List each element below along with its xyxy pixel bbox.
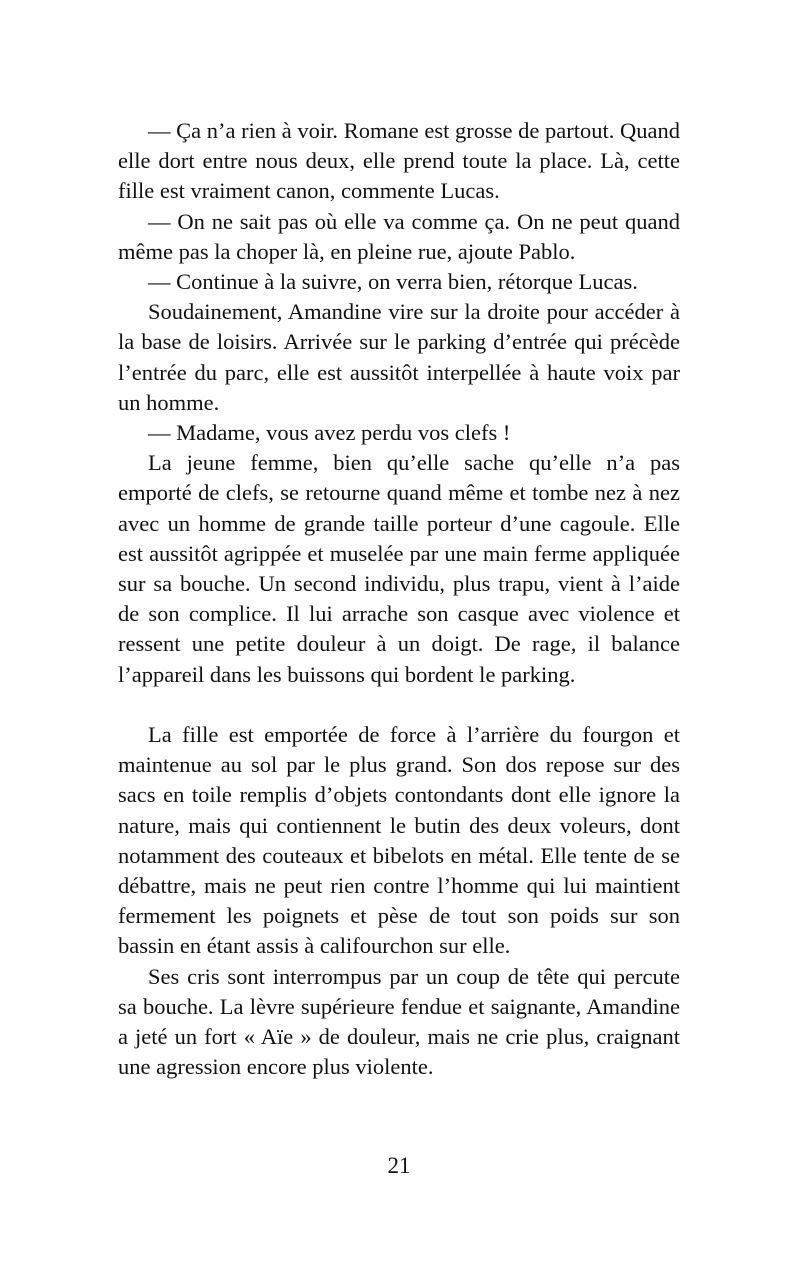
paragraph-dialogue-lucas: — Ça n’a rien à voir. Romane est grosse de partout. Quand elle dort entre nous deux, elle prend toute la place. Là, cette fille est vraiment canon, commente Lucas.	[118, 118, 680, 204]
page-number: 21	[387, 1153, 411, 1178]
paragraph-narration-parking: Soudainement, Amandine vire sur la droite pour accéder à la base de loisirs. Arrivée sur le parking d’entrée qui précède l’entrée du parc, elle est aussitôt interpellée à haute voix par un homme.	[118, 299, 680, 415]
paragraph-dialogue-lucas-reply: — Continue à la suivre, on verra bien, rétorque Lucas.	[148, 269, 638, 295]
paragraph-dialogue-pablo: — On ne sait pas où elle va comme ça. On ne peut quand même pas la choper là, en pleine rue, ajoute Pablo.	[118, 208, 680, 264]
paragraph-narration-cris: Ses cris sont interrompus par un coup de tête qui percute sa bouche. La lèvre supérieure fendue et saignante, Amandine a jeté un fort « Aïe » de douleur, mais ne crie plus, craignant une agression encore plus violente.	[118, 963, 680, 1080]
paragraph-narration-fourgon: La fille est emportée de force à l’arrière du fourgon et maintenue au sol par le plus grand. Son dos repose sur des sacs en toile remplis d’objets contondants dont elle ignore la nature, mais qui contiennent le butin des deux voleurs, dont notamment des couteaux et bibelots en métal. Elle tente de se débattre, mais ne peut rien contre l’homme qui lui maintient fermement les poignets et pèse de tout son poids sur son bassin en étant assis à califourchon sur elle.	[118, 722, 680, 959]
paragraph-narration-attack: La jeune femme, bien qu’elle sache qu’elle n’a pas emporté de clefs, se retourne quand même et tombe nez à nez avec un homme de grande taille porteur d’une cagoule. Elle est aussitôt agrippée et muselée par une main ferme appliquée sur sa bouche. Un second individu, plus trapu, vient à l’aide de son complice. Il lui arrache son casque avec violence et ressent une petite douleur à un doigt. De rage, il balance l’appareil dans les buissons qui bordent le parking.	[118, 450, 680, 687]
page-body	[118, 116, 680, 1082]
paragraph-dialogue-clefs: — Madame, vous avez perdu vos clefs !	[148, 420, 511, 446]
